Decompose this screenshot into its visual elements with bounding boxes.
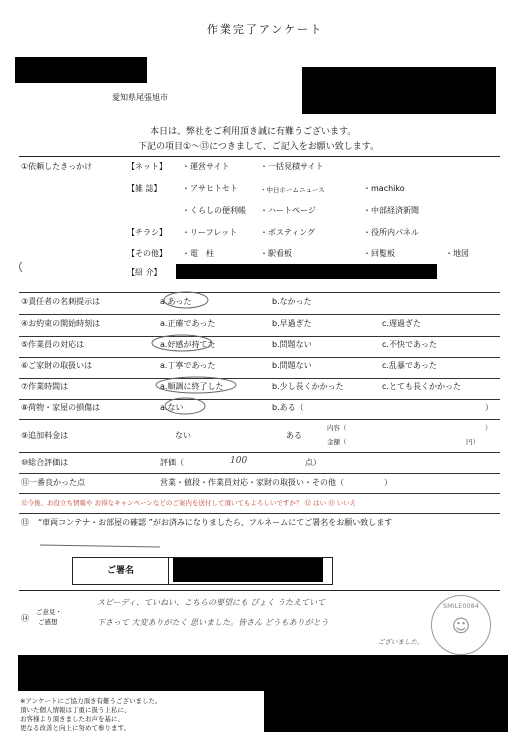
q14-caption-1: ご意見・ <box>36 608 62 616</box>
q14-caption-2: ご感想 <box>38 618 58 626</box>
q1-flyer-opt-2: ・ポスティング <box>260 228 316 237</box>
q10-label: ⑩総合評価は <box>21 458 69 467</box>
q4-label: ④お約束の開始時刻は <box>21 319 101 328</box>
q4-opt-c: c.遅過ぎた <box>382 319 421 328</box>
q1-mag-opt-4: ・くらしの便利帳 <box>182 206 246 215</box>
q1-mag-opt-6: ・中部経済新聞 <box>363 206 419 215</box>
q14-handwritten-line-2: 下さって 大変ありがたく 思いました。皆さん どうもありがとう <box>97 618 329 627</box>
q12-text: ⑫今後、お役立ち情報や お得なキャンペーンなどのご案内を送付して頂いてもよろしいですか？ ⑫ はい ⑬ いいえ <box>21 499 357 507</box>
q13-text: “車両コンテナ・お部屋の確認 ”がお済みになりましたら、フルネームにてご署名をお願い致します <box>38 518 393 527</box>
q1-other-label: 【その他】 <box>127 249 167 258</box>
q1-mag-opt-2: ・中日ホームニュース <box>260 186 325 194</box>
q9-yes: ある <box>286 431 302 440</box>
q8-label: ⑧荷物・家屋の損傷は <box>21 403 101 412</box>
greeting-line-1: 本日は、弊社をご利用頂き誠に有難うございます。 <box>150 127 357 137</box>
footer-line-2: 頂いた個人情報は丁重に扱う上私に、 <box>20 706 131 714</box>
q7-label: ⑦作業時間は <box>21 382 69 391</box>
q8-opt-a: a.ない <box>160 403 184 412</box>
q11-label: ⑪一番良かった点 <box>21 478 85 487</box>
q5-opt-c: c.不快であった <box>382 340 437 349</box>
q1-other-opt-2: ・駅看板 <box>260 249 292 258</box>
greeting-line-2: 下記の項目①～⑬につきまして、ご記入をお願い致します。 <box>138 142 379 152</box>
q3-opt-a: a.あった <box>160 297 192 306</box>
q6-label: ⑥ご家財の取扱いは <box>21 361 93 370</box>
q11-options: 営業・値段・作業員対応・家財の取扱い・その他（ ） <box>160 478 392 487</box>
q3-label: ③責任者の名刺提示は <box>21 297 101 306</box>
q1-label: ①依頼したきっかけ <box>21 162 93 171</box>
q1-net-opt-2: ・一括見積サイト <box>260 162 324 171</box>
q10-unit: 点） <box>305 458 321 467</box>
q10-handwritten-score: 100 <box>230 456 248 466</box>
q9-none: ない <box>175 431 191 440</box>
q4-opt-a: a.正確であった <box>160 319 216 328</box>
q9-content-close: ） <box>485 424 492 432</box>
q6-opt-b: b.問題ない <box>272 361 312 370</box>
q9-amount-yen: 円） <box>466 438 479 446</box>
q1-magazine-label: 【雑 誌】 <box>127 184 162 193</box>
smile-stamp-text: SMILE0084 <box>443 602 479 610</box>
address-text: 愛知県尾張旭市 <box>112 93 168 102</box>
q8-opt-b: b.ある（ <box>272 403 304 412</box>
circle-mark-q3 <box>164 292 208 308</box>
footer-line-4: 更なる改善と向上に努めて参ります。 <box>20 724 130 732</box>
q1-mag-opt-5: ・ハートページ <box>260 206 316 215</box>
q1-other-opt-4: ・地図 <box>445 249 469 258</box>
q7-opt-c: c.とても長くかかった <box>382 382 461 391</box>
q1-mag-opt-3: ・machiko <box>363 184 405 193</box>
q1-flyer-opt-3: ・役所内パネル <box>363 228 419 237</box>
q1-other-opt-3: ・回覧板 <box>363 249 395 258</box>
bracket-mark <box>20 262 23 272</box>
q4-opt-b: b.早過ぎた <box>272 319 312 328</box>
q1-intro-label: 【紹 介】 <box>127 268 162 277</box>
q1-flyer-label: 【チラシ】 <box>127 228 167 237</box>
circle-mark-q5 <box>152 335 212 351</box>
q1-net-opt-1: ・運営サイト <box>182 162 230 171</box>
q10-value-label: 評価（ <box>160 458 184 467</box>
footer-line-1: ※アンケートにご協力頂き有難うございました。 <box>20 697 162 705</box>
signature-label: ご署名 <box>106 566 134 576</box>
page-title: 作業完了アンケート <box>206 23 324 36</box>
q5-opt-a: a.好感が持てた <box>160 340 216 349</box>
q14-label: ⑭ <box>21 614 29 623</box>
q9-content-label: 内容（ <box>327 424 347 432</box>
q1-mag-opt-1: ・アサヒトセト <box>182 184 238 193</box>
footer-line-3: お客様より頂きましたお声を基に、 <box>20 715 124 723</box>
q14-handwritten-line-1: スピーディ、ていねい、こちらの要望にも ぴょく うたえていて <box>97 598 326 607</box>
q14-handwritten-line-3: ございました。 <box>378 638 424 646</box>
q1-other-opt-1: ・電 柱 <box>182 249 214 258</box>
q8-close: ） <box>485 403 493 412</box>
q1-flyer-opt-1: ・リーフレット <box>182 228 238 237</box>
q6-opt-a: a.丁寧であった <box>160 361 216 370</box>
underline-mark <box>40 545 160 547</box>
q6-opt-c: c.乱暴であった <box>382 361 437 370</box>
q5-label: ⑤作業員の対応は <box>21 340 85 349</box>
q1-net-label: 【ネット】 <box>127 162 167 171</box>
q5-opt-b: b.問題ない <box>272 340 312 349</box>
q7-opt-b: b.少し長くかかった <box>272 382 344 391</box>
q3-opt-b: b.なかった <box>272 297 312 306</box>
q9-label: ⑨追加料金は <box>21 431 69 440</box>
circle-mark-q7 <box>156 377 236 393</box>
q13-label: ⑬ <box>21 518 29 527</box>
smiley-face-icon: ☺ <box>451 616 471 637</box>
q7-opt-a: a.順調に終了した <box>160 382 224 391</box>
circle-mark-q8 <box>165 398 205 414</box>
q9-amount-label: 金額（ <box>327 438 347 446</box>
